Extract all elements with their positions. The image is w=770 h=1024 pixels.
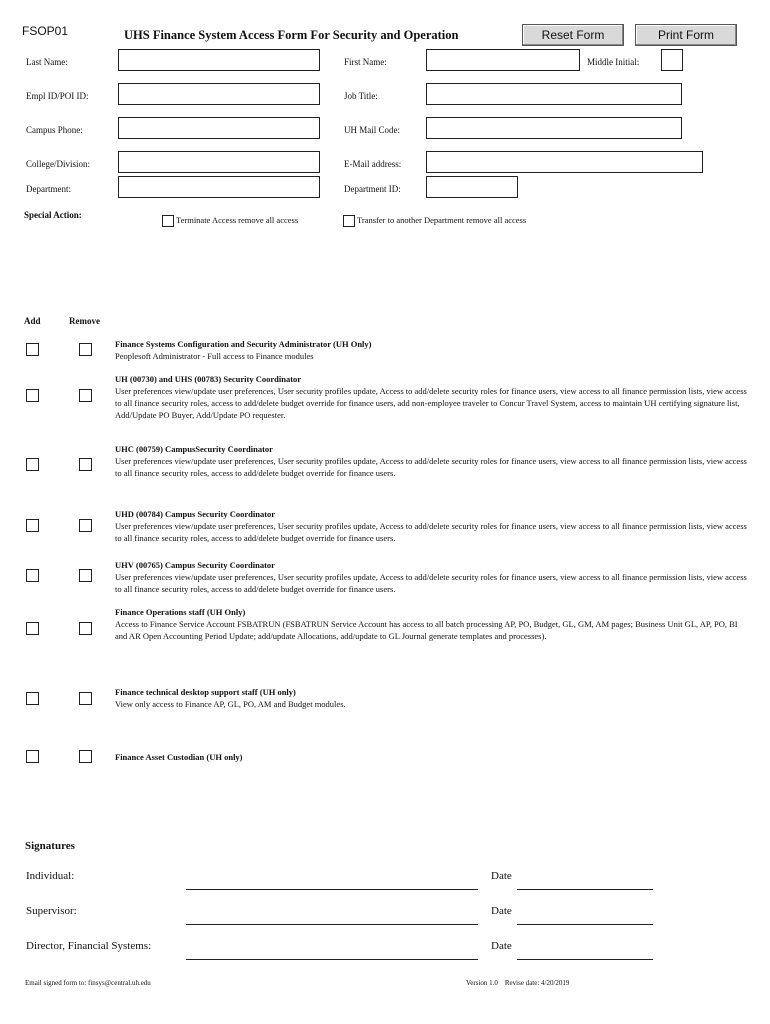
form-title: UHS Finance System Access Form For Security and Operation xyxy=(124,28,459,42)
role-1-remove-checkbox[interactable] xyxy=(79,343,92,356)
department-id-label: Department ID: xyxy=(344,184,401,194)
role-6 xyxy=(115,606,750,642)
role-6-title: Finance Operations staff (UH Only) xyxy=(115,607,246,617)
middle-initial-input[interactable] xyxy=(661,49,683,71)
role-5-remove-checkbox[interactable] xyxy=(79,569,92,582)
supervisor-date-label: Date xyxy=(491,905,512,917)
role-4-description: User preferences view/update user preferences, User security profiles update, Access to add/delete security roles for finance users, view access to all finance permission lists, view access to all finance security roles, access to add/delete budget override for finance users. xyxy=(115,521,747,543)
empl-id-label: Empl ID/POI ID: xyxy=(26,91,89,101)
campus-phone-label: Campus Phone: xyxy=(26,125,83,135)
department-input[interactable] xyxy=(118,176,320,198)
department-label: Department: xyxy=(26,184,71,194)
role-3 xyxy=(115,443,750,479)
supervisor-date-line[interactable] xyxy=(517,924,653,925)
role-3-add-checkbox[interactable] xyxy=(26,458,39,471)
role-6-add-checkbox[interactable] xyxy=(26,622,39,635)
role-2-remove-checkbox[interactable] xyxy=(79,389,92,402)
email-label: E-Mail address: xyxy=(344,159,402,169)
print-form-button[interactable]: Print Form xyxy=(635,24,737,46)
last-name-input[interactable] xyxy=(118,49,320,71)
version-note: Version 1.0 Revise date: 4/20/2019 xyxy=(466,979,570,987)
role-4 xyxy=(115,508,750,544)
middle-initial-label: Middle Initial: xyxy=(587,57,640,67)
add-column-header: Add xyxy=(24,316,41,326)
role-6-description: Access to Finance Service Account FSBATRUN (FSBATRUN Service Account has access to all batch processing AP, PO, Budget, GL, GM, AM pages; Business Unit GL, AP, PO, BI and AR Open Accounting Period Update; add/update Allocations, add/update to GL Journal generate templates and processes). xyxy=(115,619,738,641)
transfer-department-label: Transfer to another Department remove all access xyxy=(357,215,527,225)
special-action-label: Special Action: xyxy=(24,210,82,220)
role-1-add-checkbox[interactable] xyxy=(26,343,39,356)
empl-id-input[interactable] xyxy=(118,83,320,105)
role-8 xyxy=(115,751,750,763)
transfer-department-checkbox[interactable] xyxy=(343,215,355,227)
director-date-line[interactable] xyxy=(517,959,653,960)
role-6-remove-checkbox[interactable] xyxy=(79,622,92,635)
individual-date-line[interactable] xyxy=(517,889,653,890)
supervisor-signature-line[interactable] xyxy=(186,924,478,925)
individual-signature-line[interactable] xyxy=(186,889,478,890)
individual-signature-label: Individual: xyxy=(26,870,75,882)
campus-phone-input[interactable] xyxy=(118,117,320,139)
email-input[interactable] xyxy=(426,151,703,173)
individual-date-label: Date xyxy=(491,870,512,882)
role-5-title: UHV (00765) Campus Security Coordinator xyxy=(115,560,275,570)
role-8-add-checkbox[interactable] xyxy=(26,750,39,763)
role-1 xyxy=(115,338,750,362)
role-1-title: Finance Systems Configuration and Security Administrator (UH Only) xyxy=(115,339,372,349)
role-2-title: UH (00730) and UHS (00783) Security Coordinator xyxy=(115,374,302,384)
role-5 xyxy=(115,559,750,595)
role-8-title: Finance Asset Custodian (UH only) xyxy=(115,752,243,762)
college-division-label: College/Division: xyxy=(26,159,90,169)
terminate-access-label: Terminate Access remove all access xyxy=(176,215,299,225)
role-5-add-checkbox[interactable] xyxy=(26,569,39,582)
form-code: FSOP01 xyxy=(22,24,69,38)
role-1-description: Peoplesoft Administrator - Full access to Finance modules xyxy=(115,351,314,361)
role-4-remove-checkbox[interactable] xyxy=(79,519,92,532)
role-7 xyxy=(115,686,750,710)
first-name-input[interactable] xyxy=(426,49,580,71)
role-7-add-checkbox[interactable] xyxy=(26,692,39,705)
role-3-description: User preferences view/update user preferences, User security profiles update, Access to add/delete security roles for finance users, view access to all finance permission lists, view access to all finance security roles, access to add/delete budget override for finance users. xyxy=(115,456,747,478)
first-name-label: First Name: xyxy=(344,57,387,67)
remove-column-header: Remove xyxy=(69,316,100,326)
uh-mail-code-label: UH Mail Code: xyxy=(344,125,400,135)
role-7-title: Finance technical desktop support staff (UH only) xyxy=(115,687,296,697)
department-id-input[interactable] xyxy=(426,176,518,198)
uh-mail-code-input[interactable] xyxy=(426,117,682,139)
job-title-input[interactable] xyxy=(426,83,682,105)
role-2-description: User preferences view/update user preferences, User security profiles update, Access to add/delete security roles for finance users, view access to all finance permission lists, view access to all finance security roles, access to add/delete budget override for finance users, add non-employee traveler to Concur Travel System, access to maintain UH certifying signature list, Add/Update PO Buyer, Add/Update PO requester. xyxy=(115,386,747,420)
director-signature-label: Director, Financial Systems: xyxy=(26,940,152,952)
terminate-access-checkbox[interactable] xyxy=(162,215,174,227)
director-signature-line[interactable] xyxy=(186,959,478,960)
email-note: Email signed form to: finsys@central.uh.edu xyxy=(25,979,151,987)
role-5-description: User preferences view/update user preferences, User security profiles update, Access to add/delete security roles for finance users, view access to all finance permission lists, view access to all finance security roles, access to add/delete budget override for finance users. xyxy=(115,572,747,594)
supervisor-signature-label: Supervisor: xyxy=(26,905,77,917)
role-8-remove-checkbox[interactable] xyxy=(79,750,92,763)
last-name-label: Last Name: xyxy=(26,57,68,67)
job-title-label: Job Title: xyxy=(344,91,378,101)
role-2-add-checkbox[interactable] xyxy=(26,389,39,402)
role-3-remove-checkbox[interactable] xyxy=(79,458,92,471)
reset-form-button[interactable]: Reset Form xyxy=(522,24,624,46)
role-4-add-checkbox[interactable] xyxy=(26,519,39,532)
role-4-title: UHD (00784) Campus Security Coordinator xyxy=(115,509,276,519)
role-7-remove-checkbox[interactable] xyxy=(79,692,92,705)
role-2 xyxy=(115,373,750,421)
role-7-description: View only access to Finance AP, GL, PO, AM and Budget modules. xyxy=(115,699,346,709)
director-date-label: Date xyxy=(491,940,512,952)
signatures-heading: Signatures xyxy=(25,840,75,852)
college-division-input[interactable] xyxy=(118,151,320,173)
role-3-title: UHC (00759) CampusSecurity Coordinator xyxy=(115,444,273,454)
